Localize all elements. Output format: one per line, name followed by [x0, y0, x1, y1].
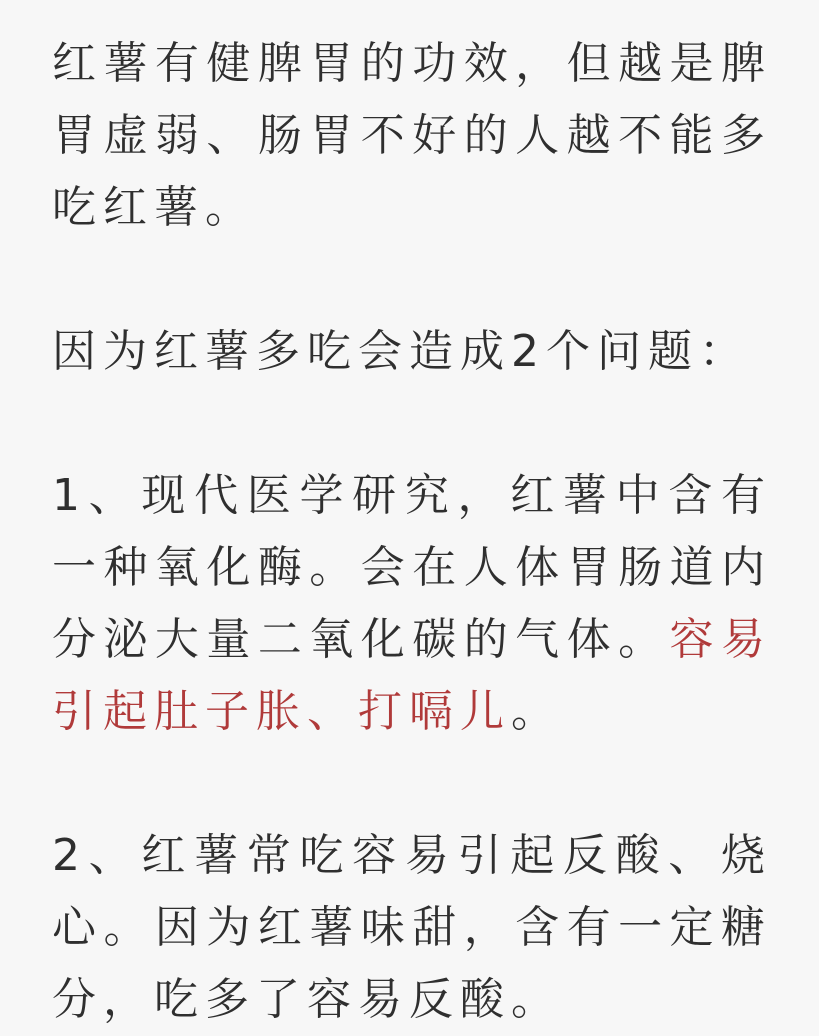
paragraph-spacer — [52, 388, 772, 460]
paragraph-problem-1 — [52, 460, 772, 748]
problem-1-end: 。 — [511, 686, 562, 737]
problem-1-text: 1、现代医学研究，红薯中含有一种氧化酶。会在人体胃肠道内分泌大量二氧化碳的气体。 — [52, 470, 772, 665]
paragraph-intro: 红薯有健脾胃的功效，但越是脾胃虚弱、肠胃不好的人越不能多吃红薯。 — [52, 38, 772, 233]
paragraph-spacer — [52, 748, 772, 820]
problem-1-highlight: 容易引起肚子胀、打嗝儿 — [52, 614, 773, 737]
article-body — [52, 28, 772, 1036]
paragraph-problem-intro: 因为红薯多吃会造成2个问题： — [52, 326, 750, 377]
paragraph-problem-2: 2、红薯常吃容易引起反酸、烧心。因为红薯味甜，含有一定糖分，吃多了容易反酸。 — [52, 830, 772, 1025]
paragraph-spacer — [52, 244, 772, 316]
